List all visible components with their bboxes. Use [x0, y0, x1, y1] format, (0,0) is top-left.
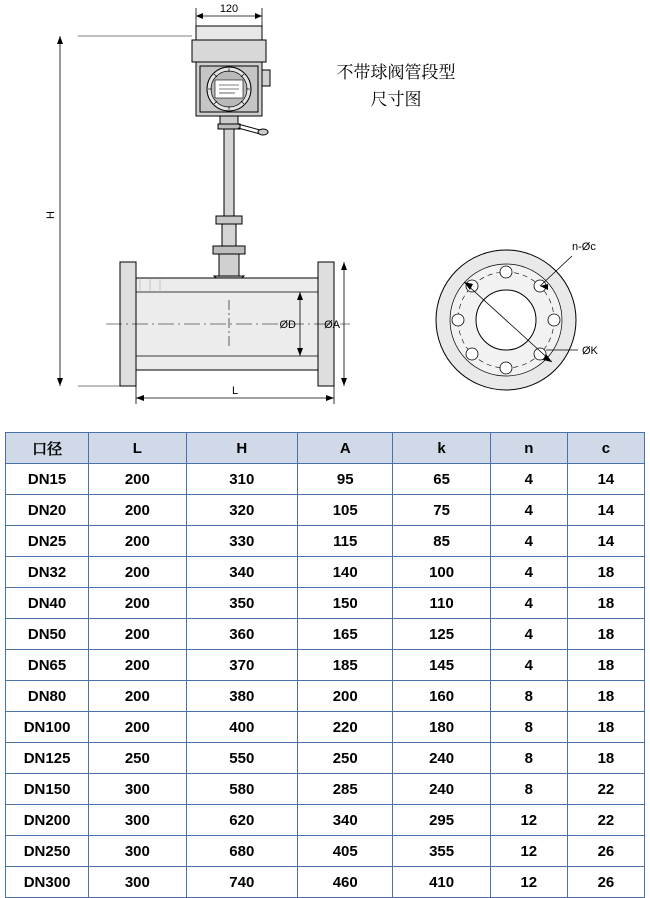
table-cell: 18 — [567, 650, 644, 681]
table-cell: 185 — [298, 650, 393, 681]
table-cell: 200 — [89, 650, 186, 681]
table-cell: 300 — [89, 774, 186, 805]
table-cell: 12 — [490, 867, 567, 898]
table-cell: 405 — [298, 836, 393, 867]
table-cell: 355 — [393, 836, 490, 867]
table-cell: 680 — [186, 836, 298, 867]
table-cell: DN65 — [6, 650, 89, 681]
sensor-stem — [213, 116, 268, 286]
table-cell: 620 — [186, 805, 298, 836]
table-header-cell: c — [567, 433, 644, 464]
transmitter-housing — [192, 26, 270, 116]
table-cell: 250 — [298, 743, 393, 774]
table-header-cell: L — [89, 433, 186, 464]
table-cell: 360 — [186, 619, 298, 650]
table-cell: 240 — [393, 774, 490, 805]
table-cell: 380 — [186, 681, 298, 712]
table-cell: 200 — [89, 619, 186, 650]
table-cell: 100 — [393, 557, 490, 588]
label-length: L — [231, 385, 239, 397]
table-cell: 400 — [186, 712, 298, 743]
table-cell: 14 — [567, 495, 644, 526]
table-cell: 18 — [567, 681, 644, 712]
table-cell: 340 — [186, 557, 298, 588]
table-row — [6, 650, 645, 681]
label-flange-diameter: ØA — [324, 319, 340, 331]
table-cell: 250 — [89, 743, 186, 774]
table-cell: 150 — [298, 588, 393, 619]
table-row — [6, 681, 645, 712]
table-cell: 580 — [186, 774, 298, 805]
table-row — [6, 867, 645, 898]
table-cell: 4 — [490, 619, 567, 650]
table-cell: 110 — [393, 588, 490, 619]
table-cell: 65 — [393, 464, 490, 495]
table-cell: DN40 — [6, 588, 89, 619]
table-header-cell: 口径 — [6, 433, 89, 464]
table-cell: 95 — [298, 464, 393, 495]
table-cell: 125 — [393, 619, 490, 650]
table-cell: 145 — [393, 650, 490, 681]
table-body — [6, 464, 645, 898]
table-cell: 75 — [393, 495, 490, 526]
table-cell: 4 — [490, 650, 567, 681]
table-cell: 8 — [490, 743, 567, 774]
dimension-table-wrapper — [5, 432, 645, 898]
table-cell: 460 — [298, 867, 393, 898]
table-cell: 8 — [490, 712, 567, 743]
dimension-table — [5, 432, 645, 898]
table-cell: 105 — [298, 495, 393, 526]
table-header-row — [6, 433, 645, 464]
table-cell: 410 — [393, 867, 490, 898]
table-cell: DN50 — [6, 619, 89, 650]
table-cell: 4 — [490, 464, 567, 495]
table-cell: DN80 — [6, 681, 89, 712]
table-cell: 18 — [567, 619, 644, 650]
label-height: H — [45, 211, 57, 219]
table-cell: 350 — [186, 588, 298, 619]
table-header-cell: n — [490, 433, 567, 464]
table-row — [6, 619, 645, 650]
label-bolt-circle: ØK — [582, 345, 598, 357]
table-cell: DN125 — [6, 743, 89, 774]
table-cell: 22 — [567, 774, 644, 805]
table-cell: 12 — [490, 836, 567, 867]
diagram-caption — [296, 60, 496, 114]
table-cell: 115 — [298, 526, 393, 557]
table-cell: DN300 — [6, 867, 89, 898]
table-cell: 8 — [490, 681, 567, 712]
table-cell: 22 — [567, 805, 644, 836]
table-cell: DN32 — [6, 557, 89, 588]
table-row — [6, 836, 645, 867]
table-cell: 4 — [490, 526, 567, 557]
table-cell: 26 — [567, 836, 644, 867]
table-header-cell: H — [186, 433, 298, 464]
caption-line-2: 尺寸图 — [370, 90, 422, 110]
table-cell: DN20 — [6, 495, 89, 526]
table-cell: 295 — [393, 805, 490, 836]
table-cell: 4 — [490, 588, 567, 619]
table-cell: 18 — [567, 712, 644, 743]
table-cell: 285 — [298, 774, 393, 805]
table-cell: 4 — [490, 495, 567, 526]
table-cell: 200 — [89, 588, 186, 619]
table-cell: 85 — [393, 526, 490, 557]
table-cell: 200 — [89, 464, 186, 495]
table-cell: 320 — [186, 495, 298, 526]
table-cell: 310 — [186, 464, 298, 495]
table-cell: DN25 — [6, 526, 89, 557]
table-cell: 370 — [186, 650, 298, 681]
table-cell: 180 — [393, 712, 490, 743]
table-row — [6, 743, 645, 774]
pipe-spool — [106, 262, 350, 386]
table-cell: 18 — [567, 557, 644, 588]
table-cell: 140 — [298, 557, 393, 588]
table-cell: 4 — [490, 557, 567, 588]
table-cell: 300 — [89, 867, 186, 898]
table-row — [6, 774, 645, 805]
table-cell: DN250 — [6, 836, 89, 867]
label-top-width: 120 — [219, 3, 239, 15]
table-cell: 740 — [186, 867, 298, 898]
table-cell: 14 — [567, 526, 644, 557]
table-cell: 200 — [89, 681, 186, 712]
table-cell: 200 — [298, 681, 393, 712]
table-cell: 200 — [89, 495, 186, 526]
table-cell: DN100 — [6, 712, 89, 743]
table-row — [6, 526, 645, 557]
table-cell: 200 — [89, 526, 186, 557]
table-cell: 550 — [186, 743, 298, 774]
table-cell: DN150 — [6, 774, 89, 805]
label-bolt-holes: n-Øc — [572, 241, 596, 253]
table-cell: 18 — [567, 588, 644, 619]
flange-face-view — [436, 250, 578, 390]
table-cell: DN200 — [6, 805, 89, 836]
table-cell: 300 — [89, 805, 186, 836]
table-cell: 14 — [567, 464, 644, 495]
table-cell: 12 — [490, 805, 567, 836]
table-cell: 18 — [567, 743, 644, 774]
table-row — [6, 557, 645, 588]
caption-line-1: 不带球阀管段型 — [336, 63, 456, 83]
table-cell: 200 — [89, 712, 186, 743]
table-cell: 26 — [567, 867, 644, 898]
label-bore-diameter: ØD — [279, 319, 296, 331]
table-cell: 330 — [186, 526, 298, 557]
table-cell: 165 — [298, 619, 393, 650]
table-cell: 8 — [490, 774, 567, 805]
table-cell: 200 — [89, 557, 186, 588]
table-row — [6, 805, 645, 836]
table-row — [6, 712, 645, 743]
table-row — [6, 588, 645, 619]
table-row — [6, 464, 645, 495]
table-row — [6, 495, 645, 526]
table-cell: 300 — [89, 836, 186, 867]
table-cell: 340 — [298, 805, 393, 836]
table-header-cell: A — [298, 433, 393, 464]
table-cell: 160 — [393, 681, 490, 712]
table-cell: 240 — [393, 743, 490, 774]
table-cell: DN15 — [6, 464, 89, 495]
table-header-cell: k — [393, 433, 490, 464]
table-cell: 220 — [298, 712, 393, 743]
